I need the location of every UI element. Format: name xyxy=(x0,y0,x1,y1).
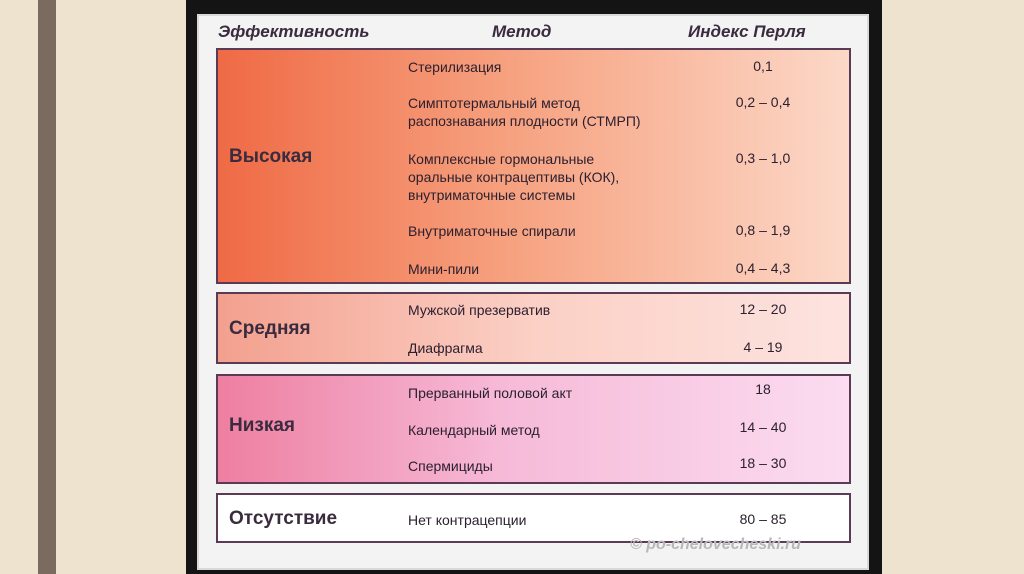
index-cell: 0,2 – 0,4 xyxy=(735,94,791,110)
category-low: Низкая xyxy=(229,415,296,436)
index-cell: 0,8 – 1,9 xyxy=(735,222,791,238)
method-cell: Комплексные гормональные оральные контрацептивы (КОК), внутриматочные системы xyxy=(408,151,620,203)
method-cell: Стерилизация xyxy=(408,59,502,75)
method-cell: Диафрагма xyxy=(408,340,483,356)
index-cell: 80 – 85 xyxy=(739,511,787,527)
header-effectiveness: Эффективность xyxy=(218,22,370,41)
index-cell: 4 – 19 xyxy=(743,339,783,355)
category-none: Отсутствие xyxy=(229,508,338,529)
index-cell: 12 – 20 xyxy=(739,301,787,317)
category-high: Высокая xyxy=(229,146,313,167)
slide-side-bar xyxy=(38,0,56,574)
index-cell: 18 xyxy=(755,381,771,397)
method-cell: Симптотермальный метод распознавания плодности (СТМРП) xyxy=(408,95,641,129)
method-cell: Внутриматочные спирали xyxy=(408,223,576,239)
method-cell: Календарный метод xyxy=(408,422,540,438)
method-cell: Спермициды xyxy=(408,458,493,474)
index-cell: 0,3 – 1,0 xyxy=(735,150,791,166)
method-cell: Мужской презерватив xyxy=(408,302,551,318)
watermark: © po-chelovecheski.ru xyxy=(630,536,801,553)
header-method: Метод xyxy=(492,22,552,41)
index-cell: 0,1 xyxy=(753,58,773,74)
category-medium: Средняя xyxy=(229,318,311,339)
header-pearl-index: Индекс Перля xyxy=(688,22,806,41)
index-cell: 0,4 – 4,3 xyxy=(735,260,791,276)
index-cell: 14 – 40 xyxy=(739,419,787,435)
method-cell: Мини-пили xyxy=(408,261,480,277)
index-cell: 18 – 30 xyxy=(739,455,787,471)
method-cell: Нет контрацепции xyxy=(408,512,527,528)
method-cell: Прерванный половой акт xyxy=(408,385,573,401)
